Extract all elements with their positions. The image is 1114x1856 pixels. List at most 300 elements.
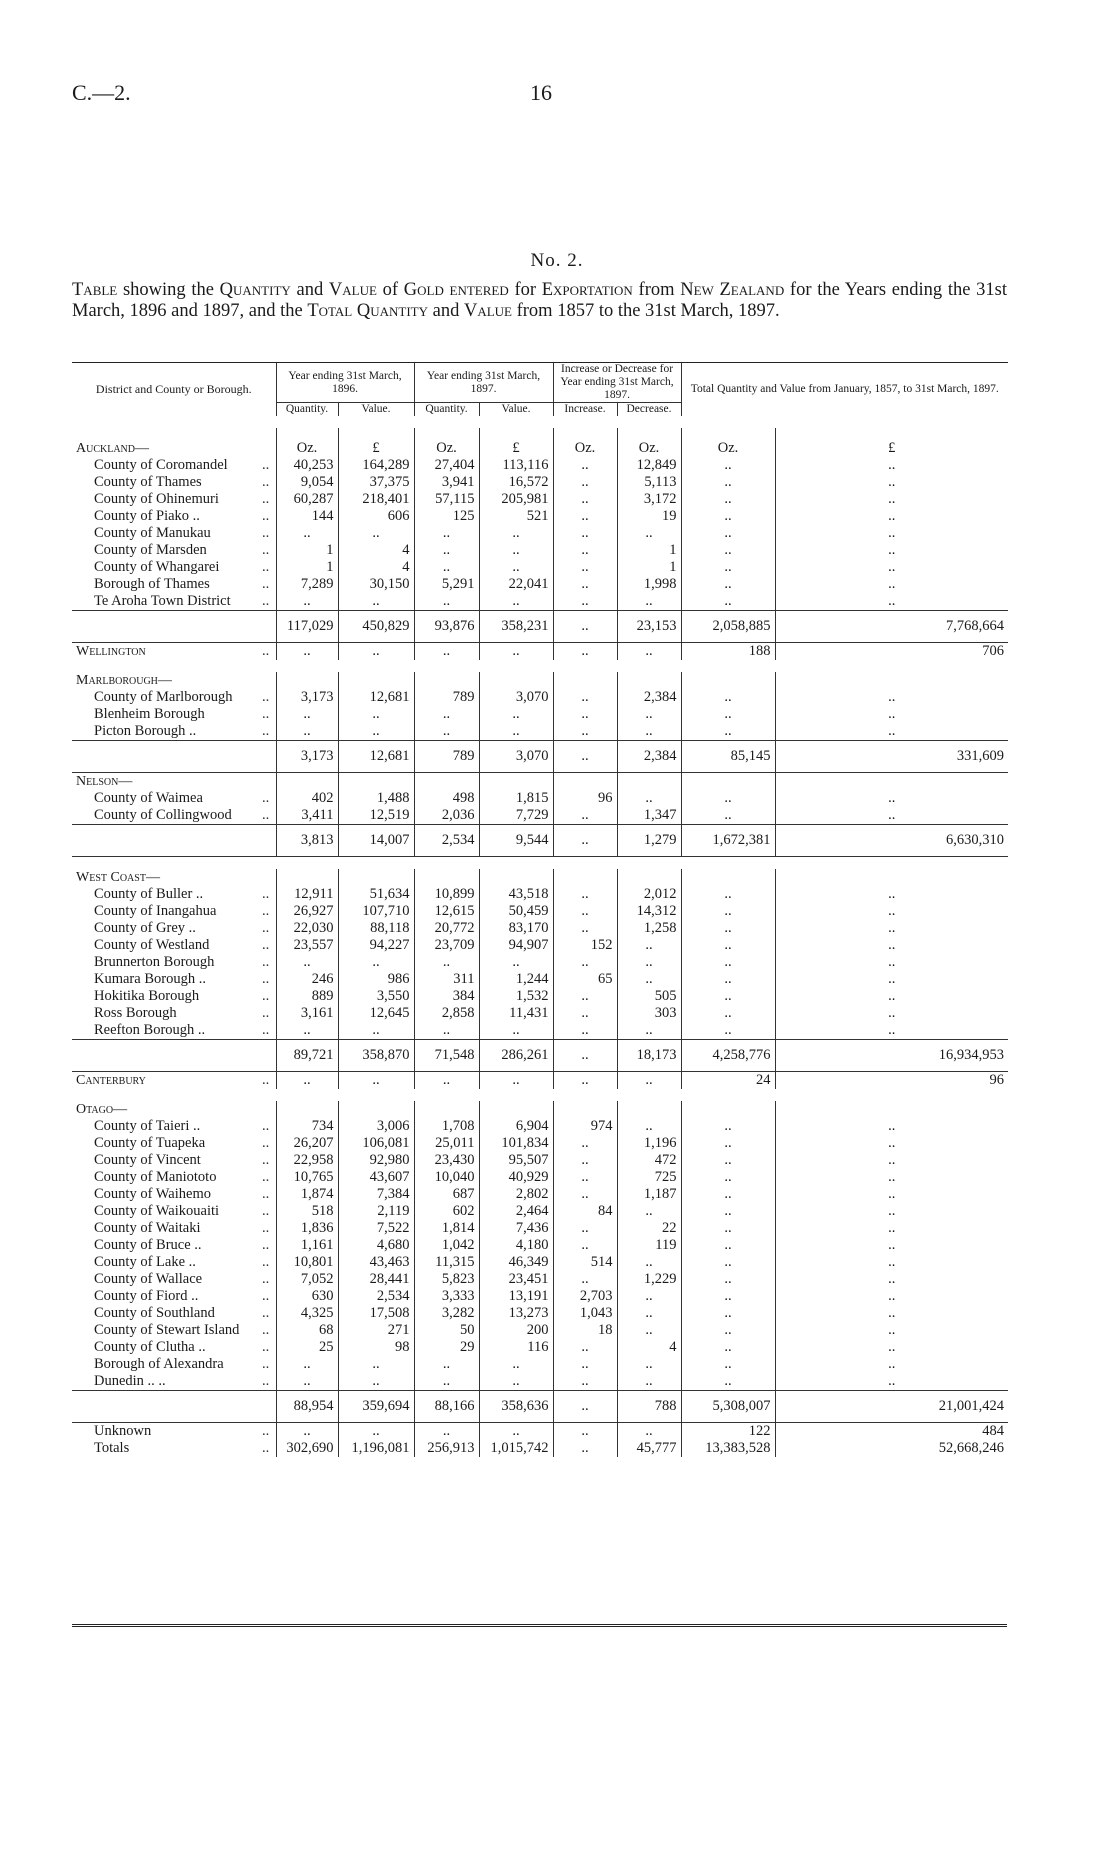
row-value: 60,287 (276, 491, 338, 508)
table-title (72, 280, 1007, 322)
row-value: 271 (338, 1322, 414, 1339)
title-part: Value (463, 301, 512, 321)
subtotal-value: .. (553, 1391, 617, 1423)
row-value: .. (681, 1022, 775, 1040)
blank-cell (338, 672, 414, 689)
leader-dots: .. (262, 1305, 270, 1321)
table-row (72, 643, 1008, 661)
row-value: 3,941 (414, 474, 479, 491)
row-label: County of Clutha .. (94, 1339, 206, 1355)
header-district: District and County or Borough. (72, 363, 276, 417)
row-value: .. (775, 1373, 1008, 1391)
row-value: .. (479, 1423, 553, 1441)
row-value: 7,522 (338, 1220, 414, 1237)
row-value: 2,384 (617, 689, 681, 706)
bottom-rule (72, 1624, 1007, 1627)
row-value: 2,036 (414, 807, 479, 825)
row-value: 2,858 (414, 1005, 479, 1022)
row-value: 472 (617, 1152, 681, 1169)
row-value: .. (338, 954, 414, 971)
row-label: County of Maniototo (94, 1169, 217, 1185)
row-value: 7,384 (338, 1186, 414, 1203)
row-label: Hokitika Borough (94, 988, 200, 1004)
row-value: .. (553, 1356, 617, 1373)
row-value: .. (681, 542, 775, 559)
row-value: 14,312 (617, 903, 681, 920)
row-value: 43,518 (479, 886, 553, 903)
blank-cell (414, 672, 479, 689)
title-part: for the Years ending the 31st March, 1896 and 1897, and the (72, 280, 1007, 321)
row-value: 505 (617, 988, 681, 1005)
row-value: 25,011 (414, 1135, 479, 1152)
row-value: .. (681, 1322, 775, 1339)
row-label: County of Inangahua (94, 903, 217, 919)
row-value: .. (479, 1373, 553, 1391)
row-value: 29 (414, 1339, 479, 1356)
row-value: .. (276, 706, 338, 723)
row-value: 1,043 (553, 1305, 617, 1322)
row-value: 24 (681, 1072, 775, 1090)
spacer (72, 857, 1008, 870)
row-value: .. (338, 706, 414, 723)
row-value: .. (775, 723, 1008, 741)
table-body (72, 363, 1008, 1458)
title-part: Gold entered (403, 280, 509, 300)
row-value: 23,430 (414, 1152, 479, 1169)
row-value: 28,441 (338, 1271, 414, 1288)
row-value: .. (681, 706, 775, 723)
row-value: .. (553, 1152, 617, 1169)
header-value-1897: Value. (479, 403, 553, 417)
blank-cell (553, 869, 617, 886)
leader-dots: .. (262, 920, 270, 936)
row-value: .. (681, 474, 775, 491)
spacer (258, 1391, 276, 1423)
row-value: .. (553, 1271, 617, 1288)
header-total: Total Quantity and Value from January, 1857, to 31st March, 1897. (681, 363, 1008, 417)
row-value: 311 (414, 971, 479, 988)
spacer (72, 741, 258, 773)
row-value: 4,680 (338, 1237, 414, 1254)
row-value: 96 (775, 1072, 1008, 1090)
row-value: .. (681, 559, 775, 576)
row-label: County of Marsden (94, 542, 207, 558)
table-row (72, 1373, 1008, 1391)
row-value: 521 (479, 508, 553, 525)
row-value: .. (617, 1118, 681, 1135)
row-value: 1,042 (414, 1237, 479, 1254)
subtotal-value: 88,954 (276, 1391, 338, 1423)
leader-dots: .. (262, 542, 270, 558)
blank-cell (553, 672, 617, 689)
row-value: 16,572 (479, 474, 553, 491)
row-value: .. (553, 807, 617, 825)
row-value: .. (553, 1423, 617, 1441)
row-value: .. (553, 886, 617, 903)
row-value: 1,814 (414, 1220, 479, 1237)
row-value: 3,550 (338, 988, 414, 1005)
row-value: .. (681, 1305, 775, 1322)
spacer (72, 1040, 258, 1072)
row-value: 3,411 (276, 807, 338, 825)
row-value: 43,463 (338, 1254, 414, 1271)
row-value: .. (414, 723, 479, 741)
blank-cell (775, 773, 1008, 791)
table-row (72, 988, 1008, 1005)
table-row (72, 706, 1008, 723)
row-label: County of Waitaki (94, 1220, 201, 1236)
leader-dots: .. (262, 988, 270, 1004)
blank-cell (414, 869, 479, 886)
table-row (72, 1237, 1008, 1254)
blank-cell (775, 672, 1008, 689)
row-value: .. (338, 593, 414, 611)
row-value: 26,207 (276, 1135, 338, 1152)
row-value: .. (479, 954, 553, 971)
row-value: .. (276, 525, 338, 542)
row-label: County of Grey .. (94, 920, 196, 936)
title-part: and (290, 280, 329, 300)
row-value: .. (479, 723, 553, 741)
subtotal-row (72, 611, 1008, 643)
row-value: .. (617, 790, 681, 807)
subtotal-value: 286,261 (479, 1040, 553, 1072)
subtotal-value: 5,308,007 (681, 1391, 775, 1423)
table-row (72, 457, 1008, 474)
subtotal-value: 1,672,381 (681, 825, 775, 857)
leader-dots: .. (262, 1339, 270, 1355)
header-value-1896: Value. (338, 403, 414, 417)
row-value: .. (414, 1022, 479, 1040)
row-value: 46,349 (479, 1254, 553, 1271)
leader-dots: .. (262, 1356, 270, 1372)
row-value: 116 (479, 1339, 553, 1356)
row-value: 5,113 (617, 474, 681, 491)
page-reference: C.—2. (72, 80, 131, 105)
table-row (72, 1169, 1008, 1186)
row-value: .. (681, 1169, 775, 1186)
row-value: .. (553, 1072, 617, 1090)
row-value: .. (414, 559, 479, 576)
row-value: .. (414, 706, 479, 723)
row-label: Kumara Borough .. (94, 971, 206, 987)
row-value: 113,116 (479, 457, 553, 474)
spacer (72, 1089, 1008, 1101)
row-value: .. (775, 1339, 1008, 1356)
subtotal-value: 7,768,664 (775, 611, 1008, 643)
row-value: .. (276, 1423, 338, 1441)
subtotal-value: 358,636 (479, 1391, 553, 1423)
row-value: .. (479, 1356, 553, 1373)
leader-dots: .. (262, 1423, 270, 1439)
leader-dots: .. (262, 903, 270, 919)
row-value: .. (479, 1022, 553, 1040)
row-value: 3,333 (414, 1288, 479, 1305)
row-value: 1,874 (276, 1186, 338, 1203)
leader-dots: .. (262, 1271, 270, 1287)
region-heading-row (72, 869, 1008, 886)
row-value: .. (617, 1373, 681, 1391)
table-row (72, 723, 1008, 741)
row-value: 22 (617, 1220, 681, 1237)
row-value: .. (479, 1072, 553, 1090)
row-value: 11,315 (414, 1254, 479, 1271)
row-value: .. (553, 706, 617, 723)
row-value: 1 (276, 542, 338, 559)
row-value: 974 (553, 1118, 617, 1135)
row-value: 95,507 (479, 1152, 553, 1169)
spacer (258, 611, 276, 643)
row-value: .. (553, 1237, 617, 1254)
row-label: County of Stewart Island (94, 1322, 240, 1338)
leader-dots: .. (262, 559, 270, 575)
row-value: 30,150 (338, 576, 414, 593)
row-value: .. (775, 1022, 1008, 1040)
table-row (72, 542, 1008, 559)
subtotal-value: 3,813 (276, 825, 338, 857)
leader-dots: .. (262, 491, 270, 507)
row-value: .. (775, 1118, 1008, 1135)
table-row (72, 1322, 1008, 1339)
table-row (72, 1118, 1008, 1135)
leader-dots: .. (262, 1220, 270, 1236)
row-value: 52,668,246 (775, 1440, 1008, 1457)
row-value: 2,703 (553, 1288, 617, 1305)
row-label: County of Buller .. (94, 886, 204, 902)
table-row (72, 1440, 1008, 1457)
row-value: .. (681, 886, 775, 903)
row-value: .. (338, 1423, 414, 1441)
row-value: 3,161 (276, 1005, 338, 1022)
row-value: .. (414, 1072, 479, 1090)
row-value: .. (276, 1072, 338, 1090)
row-value: .. (681, 689, 775, 706)
row-value: .. (338, 525, 414, 542)
row-label: County of Lake .. (94, 1254, 196, 1270)
row-value: 2,534 (338, 1288, 414, 1305)
row-value: 3,006 (338, 1118, 414, 1135)
header-decrease: Decrease. (617, 403, 681, 417)
row-value: .. (617, 593, 681, 611)
blank-cell (617, 1101, 681, 1118)
row-value: .. (617, 1254, 681, 1271)
leader-dots: .. (262, 1072, 270, 1088)
row-value: .. (479, 593, 553, 611)
row-value: .. (775, 1203, 1008, 1220)
region-heading: Auckland— (76, 441, 149, 456)
subtotal-row (72, 1391, 1008, 1423)
blank-cell (414, 773, 479, 791)
row-value: .. (775, 886, 1008, 903)
row-label: County of Whangarei (94, 559, 220, 575)
row-value: .. (553, 689, 617, 706)
spacer (258, 773, 276, 791)
region-heading: West Coast— (76, 870, 160, 885)
subtotal-value: .. (553, 741, 617, 773)
leader-dots: .. (262, 508, 270, 524)
leader-dots: .. (262, 1373, 270, 1389)
row-value: 7,289 (276, 576, 338, 593)
row-label: County of Taieri .. (94, 1118, 201, 1134)
row-value: 107,710 (338, 903, 414, 920)
row-value: .. (553, 954, 617, 971)
row-value: 246 (276, 971, 338, 988)
table-row (72, 525, 1008, 542)
table-row (72, 1356, 1008, 1373)
subtotal-value: 16,934,953 (775, 1040, 1008, 1072)
spacer-row (72, 416, 1008, 428)
leader-dots: .. (262, 1203, 270, 1219)
row-label: County of Thames (94, 474, 202, 490)
row-value: .. (338, 1373, 414, 1391)
row-value: .. (775, 559, 1008, 576)
row-value: .. (617, 1022, 681, 1040)
row-value: 94,907 (479, 937, 553, 954)
row-value: .. (681, 1135, 775, 1152)
row-value: .. (775, 1322, 1008, 1339)
row-value: .. (775, 457, 1008, 474)
table-row (72, 491, 1008, 508)
unit-label: Oz. (681, 428, 775, 457)
row-value: 789 (414, 689, 479, 706)
unit-label: Oz. (553, 428, 617, 457)
row-value: .. (479, 559, 553, 576)
subtotal-value: .. (553, 1040, 617, 1072)
row-value: .. (775, 1288, 1008, 1305)
header-increase: Increase. (553, 403, 617, 417)
subtotal-value: 3,173 (276, 741, 338, 773)
row-value: 302,690 (276, 1440, 338, 1457)
row-value: .. (553, 457, 617, 474)
row-value: 18 (553, 1322, 617, 1339)
row-value: 1,258 (617, 920, 681, 937)
row-label: County of Westland (94, 937, 210, 953)
table-row (72, 1339, 1008, 1356)
row-value: 687 (414, 1186, 479, 1203)
row-value: 96 (553, 790, 617, 807)
subtotal-value: 331,609 (775, 741, 1008, 773)
leader-dots: .. (262, 525, 270, 541)
row-value: 205,981 (479, 491, 553, 508)
blank-cell (479, 672, 553, 689)
row-value: 188 (681, 643, 775, 661)
subtotal-value: 4,258,776 (681, 1040, 775, 1072)
blank-cell (479, 773, 553, 791)
blank-cell (276, 773, 338, 791)
row-value: .. (617, 1423, 681, 1441)
row-value: .. (276, 1373, 338, 1391)
row-value: .. (617, 1203, 681, 1220)
row-label: County of Waikouaiti (94, 1203, 220, 1219)
row-value: .. (681, 937, 775, 954)
subtotal-value: 9,544 (479, 825, 553, 857)
row-value: 37,375 (338, 474, 414, 491)
row-value: 101,834 (479, 1135, 553, 1152)
row-value: 68 (276, 1322, 338, 1339)
row-value: 725 (617, 1169, 681, 1186)
subtotal-row (72, 741, 1008, 773)
subtotal-value: 358,231 (479, 611, 553, 643)
row-value: .. (338, 723, 414, 741)
subtotal-value: 358,870 (338, 1040, 414, 1072)
row-value: .. (553, 491, 617, 508)
region-heading: Nelson— (76, 774, 133, 789)
subtotal-value: 93,876 (414, 611, 479, 643)
leader-dots: .. (262, 790, 270, 806)
row-value: .. (681, 807, 775, 825)
blank-cell (775, 1101, 1008, 1118)
row-value: .. (276, 1022, 338, 1040)
row-value: 518 (276, 1203, 338, 1220)
table-row (72, 790, 1008, 807)
blank-cell (553, 1101, 617, 1118)
blank-cell (617, 672, 681, 689)
spacer (258, 869, 276, 886)
row-value: .. (775, 525, 1008, 542)
row-value: .. (775, 954, 1008, 971)
row-value: 12,849 (617, 457, 681, 474)
subtotal-value: 1,279 (617, 825, 681, 857)
title-part: showing the (117, 280, 220, 300)
row-value: 7,052 (276, 1271, 338, 1288)
row-value: .. (617, 723, 681, 741)
row-value: .. (775, 1135, 1008, 1152)
blank-cell (338, 1101, 414, 1118)
subtotal-value: 85,145 (681, 741, 775, 773)
row-value: .. (276, 954, 338, 971)
row-value: .. (617, 937, 681, 954)
row-value: .. (775, 1356, 1008, 1373)
row-value: 11,431 (479, 1005, 553, 1022)
spacer-row (72, 857, 1008, 870)
row-value: .. (553, 1373, 617, 1391)
row-value: 5,291 (414, 576, 479, 593)
table-row (72, 1186, 1008, 1203)
spacer (258, 741, 276, 773)
row-value: .. (553, 1169, 617, 1186)
title-part: of (376, 280, 404, 300)
leader-dots: .. (262, 971, 270, 987)
row-value: 12,519 (338, 807, 414, 825)
title-part: Exportation (541, 280, 633, 300)
blank-cell (681, 672, 775, 689)
row-value: .. (617, 1305, 681, 1322)
row-value: .. (553, 474, 617, 491)
row-value: .. (681, 988, 775, 1005)
spacer (72, 416, 1008, 428)
leader-dots: .. (262, 1169, 270, 1185)
row-label: County of Fiord .. (94, 1288, 199, 1304)
row-value: .. (276, 723, 338, 741)
subtotal-value: 789 (414, 741, 479, 773)
row-value: .. (775, 1152, 1008, 1169)
blank-cell (338, 773, 414, 791)
blank-cell (276, 672, 338, 689)
row-value: .. (775, 807, 1008, 825)
region-heading-row (72, 773, 1008, 791)
row-value: .. (553, 593, 617, 611)
row-value: 10,765 (276, 1169, 338, 1186)
header-year-1896: Year ending 31st March, 1896. (276, 363, 414, 403)
row-value: .. (553, 723, 617, 741)
row-value: 986 (338, 971, 414, 988)
table-row (72, 689, 1008, 706)
gold-export-table (72, 362, 1008, 1457)
header-year-1897: Year ending 31st March, 1897. (414, 363, 553, 403)
row-value: .. (681, 576, 775, 593)
table-row (72, 576, 1008, 593)
row-value: .. (775, 1237, 1008, 1254)
